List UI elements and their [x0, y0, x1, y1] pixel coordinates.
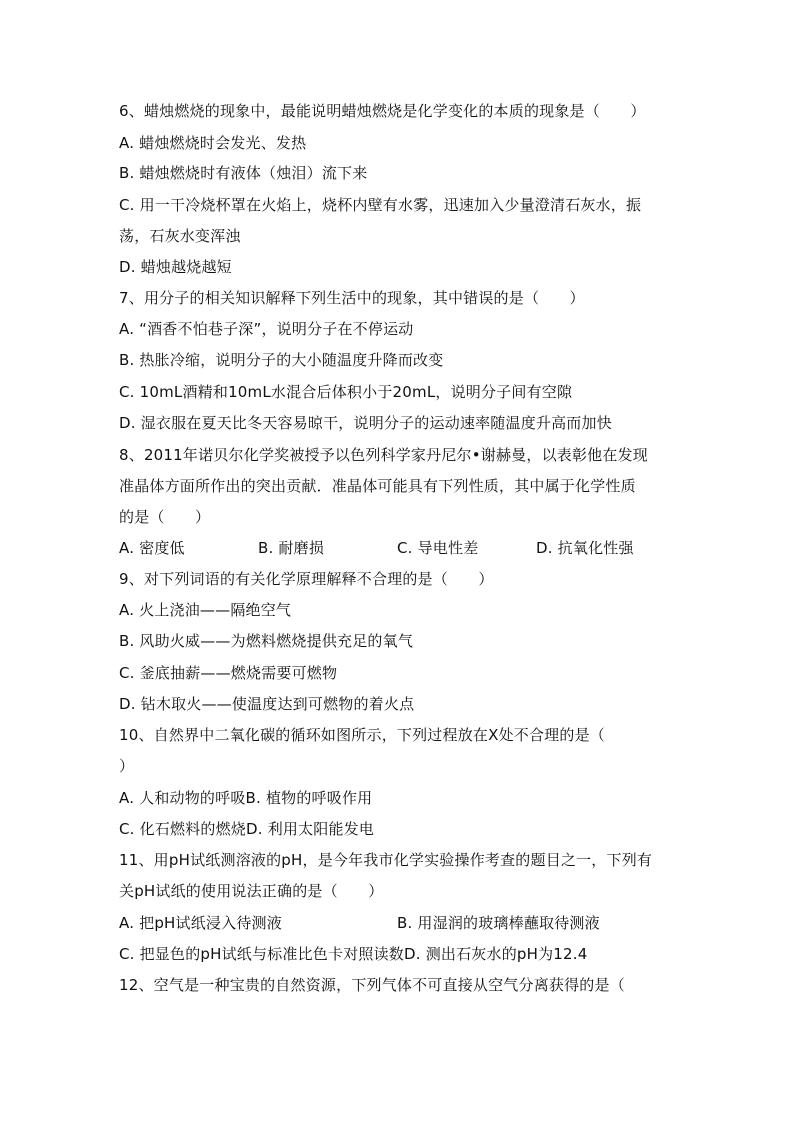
q11-stem-line2: 关pH试纸的使用说法正确的是（ ）: [119, 882, 384, 900]
q10-stem-line2: ）: [119, 757, 135, 775]
q9-stem: 9、对下列词语的有关化学原理解释不合理的是（ ）: [119, 570, 494, 588]
q12-stem: 12、空气是一种宝贵的自然资源，下列气体不可直接从空气分离获得的是（: [119, 976, 625, 994]
q10-options-ab: A. 人和动物的呼吸B. 植物的呼吸作用: [119, 789, 373, 807]
q7-option-d: D. 湿衣服在夏天比冬天容易晾干，说明分子的运动速率随温度升高而加快: [119, 414, 612, 432]
q11-options-ab: [119, 911, 679, 935]
q6-option-d: D. 蜡烛越烧越短: [119, 258, 232, 276]
q8-options-row: [119, 536, 679, 560]
q6-option-b: B. 蜡烛燃烧时有液体（烛泪）流下来: [119, 164, 368, 182]
q8-option-d: D. 抗氧化性强: [536, 539, 634, 557]
q7-option-b: B. 热胀冷缩，说明分子的大小随温度升降而改变: [119, 351, 444, 369]
q10-stem-line1: 10、自然界中二氧化碳的循环如图所示，下列过程放在X处不合理的是（: [119, 726, 605, 744]
q7-stem: 7、用分子的相关知识解释下列生活中的现象，其中错误的是（ ）: [119, 289, 585, 307]
q9-option-a: A. 火上浇油——隔绝空气: [119, 601, 292, 619]
q11-stem-line1: 11、用pH试纸测溶液的pH，是今年我市化学实验操作考查的题目之一，下列有: [119, 851, 653, 869]
q6-option-c-cont: 荡，石灰水变浑浊: [119, 227, 241, 245]
q6-stem: 6、蜡烛燃烧的现象中，最能说明蜡烛燃烧是化学变化的本质的现象是（ ）: [119, 102, 646, 120]
q8-option-b: B. 耐磨损: [258, 539, 325, 557]
q8-option-c: C. 导电性差: [397, 539, 479, 557]
q9-option-d: D. 钻木取火——使温度达到可燃物的着火点: [119, 695, 415, 713]
q11-option-b: B. 用湿润的玻璃棒蘸取待测液: [397, 914, 600, 932]
q11-option-a: A. 把pH试纸浸入待测液: [119, 914, 282, 932]
q8-stem-line1: 8、2011年诺贝尔化学奖被授予以色列科学家丹尼尔•谢赫曼，以表彰他在发现: [119, 446, 648, 464]
q6-option-c: C. 用一干冷烧杯罩在火焰上，烧杯内壁有水雾，迅速加入少量澄清石灰水，振: [119, 196, 642, 214]
q9-option-c: C. 釜底抽薪——燃烧需要可燃物: [119, 664, 338, 682]
q8-option-a: A. 密度低: [119, 539, 185, 557]
q8-stem-line2: 准晶体方面所作出的突出贡献．准晶体可能具有下列性质，其中属于化学性质: [119, 477, 636, 495]
q10-options-cd: C. 化石燃料的燃烧D. 利用太阳能发电: [119, 820, 375, 838]
q11-options-cd: C. 把显色的pH试纸与标准比色卡对照读数D. 测出石灰水的pH为12.4: [119, 945, 588, 963]
q6-option-a: A. 蜡烛燃烧时会发光、发热: [119, 134, 307, 152]
q9-option-b: B. 风助火威——为燃料燃烧提供充足的氧气: [119, 632, 414, 650]
q8-stem-line3: 的是（ ）: [119, 508, 211, 526]
q7-option-c: C. 10mL酒精和10mL水混合后体积小于20mL，说明分子间有空隙: [119, 383, 573, 401]
q7-option-a: A. “酒香不怕巷子深”，说明分子在不停运动: [119, 320, 414, 338]
